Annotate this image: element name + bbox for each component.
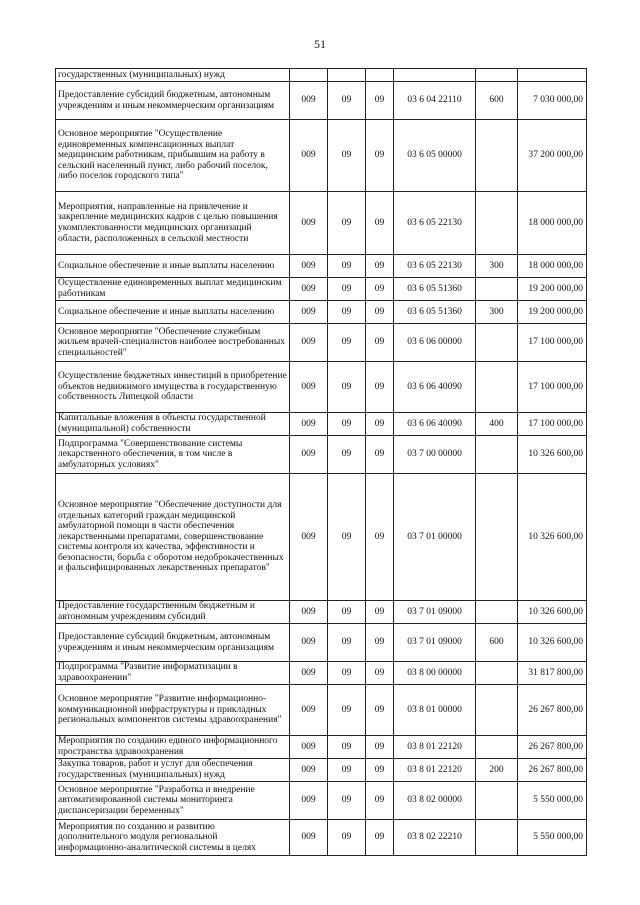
row-subsection: 09	[366, 736, 394, 759]
table-row	[56, 301, 587, 324]
row-subsection	[366, 69, 394, 82]
row-subsection: 09	[366, 474, 394, 601]
table-row	[56, 662, 587, 685]
row-code	[290, 69, 328, 82]
row-expense-type	[476, 120, 518, 192]
table-row	[56, 255, 587, 278]
row-code: 009	[290, 413, 328, 436]
table-row	[56, 69, 587, 82]
row-section: 09	[328, 120, 366, 192]
row-code: 009	[290, 662, 328, 685]
row-expense-type	[476, 278, 518, 301]
row-target-article: 03 7 01 00000	[394, 474, 476, 601]
row-section: 09	[328, 362, 366, 413]
row-amount: 7 030 000,00	[518, 82, 587, 120]
row-target-article: 03 6 05 22130	[394, 255, 476, 278]
row-target-article: 03 6 06 00000	[394, 324, 476, 362]
table-row	[56, 82, 587, 120]
row-amount: 18 000 000,00	[518, 255, 587, 278]
row-expense-type	[476, 192, 518, 255]
row-target-article: 03 8 00 00000	[394, 662, 476, 685]
row-code: 009	[290, 474, 328, 601]
table-row	[56, 782, 587, 820]
row-section: 09	[328, 278, 366, 301]
row-subsection: 09	[366, 120, 394, 192]
row-name: Предоставление государственным бюджетным и автономным учреждениям субсидий	[56, 601, 290, 624]
row-section: 09	[328, 782, 366, 820]
row-expense-type	[476, 685, 518, 736]
row-subsection: 09	[366, 601, 394, 624]
row-amount: 37 200 000,00	[518, 120, 587, 192]
row-code: 009	[290, 601, 328, 624]
row-code: 009	[290, 82, 328, 120]
table-row	[56, 685, 587, 736]
table-row	[56, 413, 587, 436]
row-subsection: 09	[366, 324, 394, 362]
row-name: Основное мероприятие "Обеспечение служебным жильем врачей-специалистов наиболее востребованных специальностей"	[56, 324, 290, 362]
row-name: Осуществление бюджетных инвестиций в приобретение объектов недвижимого имущества в государственную собственность Липецкой области	[56, 362, 290, 413]
row-name: Подпрограмма "Развитие информатизации в здравоохранении"	[56, 662, 290, 685]
row-name: Подпрограмма "Совершенствование системы лекарственного обеспечения, в том числе в амбулаторных условиях"	[56, 436, 290, 474]
row-section: 09	[328, 474, 366, 601]
row-amount: 17 100 000,00	[518, 362, 587, 413]
row-amount	[518, 69, 587, 82]
row-code: 009	[290, 324, 328, 362]
row-name: Мероприятия по созданию и развитию дополнительного модуля региональной информационно-аналитической системы в целях	[56, 820, 290, 856]
row-amount: 18 000 000,00	[518, 192, 587, 255]
row-amount: 10 326 600,00	[518, 624, 587, 662]
row-subsection: 09	[366, 685, 394, 736]
row-amount: 26 267 800,00	[518, 736, 587, 759]
row-expense-type	[476, 474, 518, 601]
row-code: 009	[290, 362, 328, 413]
row-name: Социальное обеспечение и иные выплаты населению	[56, 255, 290, 278]
row-code: 009	[290, 120, 328, 192]
row-expense-type	[476, 69, 518, 82]
row-subsection: 09	[366, 255, 394, 278]
row-subsection: 09	[366, 624, 394, 662]
row-expense-type	[476, 782, 518, 820]
row-code: 009	[290, 782, 328, 820]
row-code: 009	[290, 736, 328, 759]
row-section: 09	[328, 82, 366, 120]
table-row	[56, 120, 587, 192]
row-target-article: 03 6 05 51360	[394, 301, 476, 324]
row-target-article: 03 6 05 51360	[394, 278, 476, 301]
row-target-article: 03 8 01 22120	[394, 736, 476, 759]
row-expense-type: 300	[476, 255, 518, 278]
table-row	[56, 362, 587, 413]
row-expense-type	[476, 736, 518, 759]
row-subsection: 09	[366, 192, 394, 255]
row-target-article: 03 6 05 22130	[394, 192, 476, 255]
row-name: государственных (муниципальных) нужд	[56, 69, 290, 82]
row-code: 009	[290, 685, 328, 736]
row-code: 009	[290, 192, 328, 255]
row-name: Мероприятия по созданию единого информационного пространства здравоохранения	[56, 736, 290, 759]
row-expense-type: 400	[476, 413, 518, 436]
row-expense-type	[476, 436, 518, 474]
row-code: 009	[290, 820, 328, 856]
row-code: 009	[290, 759, 328, 782]
budget-table	[55, 68, 587, 856]
row-name: Основное мероприятие "Осуществление единовременных компенсационных выплат медицинским работникам, прибывшим на работу в сельский населенный пункт, либо рабочий поселок, либо поселок городского типа"	[56, 120, 290, 192]
row-code: 009	[290, 624, 328, 662]
row-section: 09	[328, 601, 366, 624]
table-row	[56, 601, 587, 624]
row-subsection: 09	[366, 301, 394, 324]
row-expense-type	[476, 362, 518, 413]
row-target-article: 03 7 01 09000	[394, 601, 476, 624]
row-subsection: 09	[366, 662, 394, 685]
row-amount: 10 326 600,00	[518, 474, 587, 601]
row-target-article: 03 6 05 00000	[394, 120, 476, 192]
row-amount: 26 267 800,00	[518, 685, 587, 736]
row-target-article: 03 8 02 00000	[394, 782, 476, 820]
row-section: 09	[328, 255, 366, 278]
row-name: Предоставление субсидий бюджетным, автономным учреждениям и иным некоммерческим организациям	[56, 82, 290, 120]
table-row	[56, 474, 587, 601]
row-subsection: 09	[366, 413, 394, 436]
row-name: Мероприятия, направленные на привлечение и закрепление медицинских кадров с целью повышения укомплектованности медицинских организаций области, расположенных в сельской местности	[56, 192, 290, 255]
row-expense-type: 600	[476, 624, 518, 662]
row-amount: 31 817 800,00	[518, 662, 587, 685]
table-row	[56, 624, 587, 662]
row-expense-type: 600	[476, 82, 518, 120]
table-row	[56, 192, 587, 255]
row-target-article: 03 6 06 40090	[394, 413, 476, 436]
row-target-article: 03 8 01 22120	[394, 759, 476, 782]
row-name: Предоставление субсидий бюджетным, автономным учреждениям и иным некоммерческим организациям	[56, 624, 290, 662]
row-subsection: 09	[366, 436, 394, 474]
row-target-article: 03 6 06 40090	[394, 362, 476, 413]
row-name: Основное мероприятие "Разработка и внедрение автоматизированной системы мониторинга диспансеризации беременных"	[56, 782, 290, 820]
row-name: Основное мероприятие "Развитие информационно-коммуникационной инфраструктуры и прикладных региональных компонентов системы здравоохранения"	[56, 685, 290, 736]
row-name: Основное мероприятие "Обеспечение доступности для отдельных категорий граждан медицинской амбулаторной помощи в части обеспечения лекарственными препаратами, совершенствование системы контроля их качества, эффективности и безопасности, борьба с оборотом недоброкачественных и фальсифицированных лекарственных препаратов"	[56, 474, 290, 601]
row-code: 009	[290, 278, 328, 301]
row-amount: 5 550 000,00	[518, 782, 587, 820]
table-row	[56, 436, 587, 474]
table-row	[56, 820, 587, 856]
row-amount: 17 100 000,00	[518, 324, 587, 362]
row-section	[328, 69, 366, 82]
row-section: 09	[328, 192, 366, 255]
row-name: Закупка товаров, работ и услуг для обеспечения государственных (муниципальных) нужд	[56, 759, 290, 782]
row-name: Капитальные вложения в объекты государственной (муниципальной) собственности	[56, 413, 290, 436]
row-amount: 5 550 000,00	[518, 820, 587, 856]
row-section: 09	[328, 436, 366, 474]
row-section: 09	[328, 820, 366, 856]
table-row	[56, 736, 587, 759]
row-amount: 17 100 000,00	[518, 413, 587, 436]
row-subsection: 09	[366, 782, 394, 820]
table-row	[56, 759, 587, 782]
row-target-article: 03 6 04 22110	[394, 82, 476, 120]
row-amount: 19 200 000,00	[518, 301, 587, 324]
row-section: 09	[328, 301, 366, 324]
row-subsection: 09	[366, 759, 394, 782]
row-amount: 26 267 800,00	[518, 759, 587, 782]
row-code: 009	[290, 436, 328, 474]
row-amount: 19 200 000,00	[518, 278, 587, 301]
row-section: 09	[328, 759, 366, 782]
page-number: 51	[314, 37, 326, 51]
row-target-article: 03 8 02 22210	[394, 820, 476, 856]
row-section: 09	[328, 324, 366, 362]
row-expense-type: 300	[476, 301, 518, 324]
row-target-article	[394, 69, 476, 82]
row-code: 009	[290, 255, 328, 278]
row-section: 09	[328, 662, 366, 685]
row-section: 09	[328, 413, 366, 436]
row-section: 09	[328, 685, 366, 736]
row-expense-type	[476, 601, 518, 624]
table-row	[56, 278, 587, 301]
row-subsection: 09	[366, 820, 394, 856]
row-subsection: 09	[366, 278, 394, 301]
row-expense-type	[476, 662, 518, 685]
row-target-article: 03 7 01 09000	[394, 624, 476, 662]
row-name: Социальное обеспечение и иные выплаты населению	[56, 301, 290, 324]
row-expense-type	[476, 820, 518, 856]
row-target-article: 03 7 00 00000	[394, 436, 476, 474]
row-target-article: 03 8 01 00000	[394, 685, 476, 736]
row-subsection: 09	[366, 362, 394, 413]
row-amount: 10 326 600,00	[518, 601, 587, 624]
row-section: 09	[328, 736, 366, 759]
row-code: 009	[290, 301, 328, 324]
row-section: 09	[328, 624, 366, 662]
row-subsection: 09	[366, 82, 394, 120]
row-amount: 10 326 600,00	[518, 436, 587, 474]
row-expense-type	[476, 324, 518, 362]
row-expense-type: 200	[476, 759, 518, 782]
row-name: Осуществление единовременных выплат медицинским работникам	[56, 278, 290, 301]
table-row	[56, 324, 587, 362]
